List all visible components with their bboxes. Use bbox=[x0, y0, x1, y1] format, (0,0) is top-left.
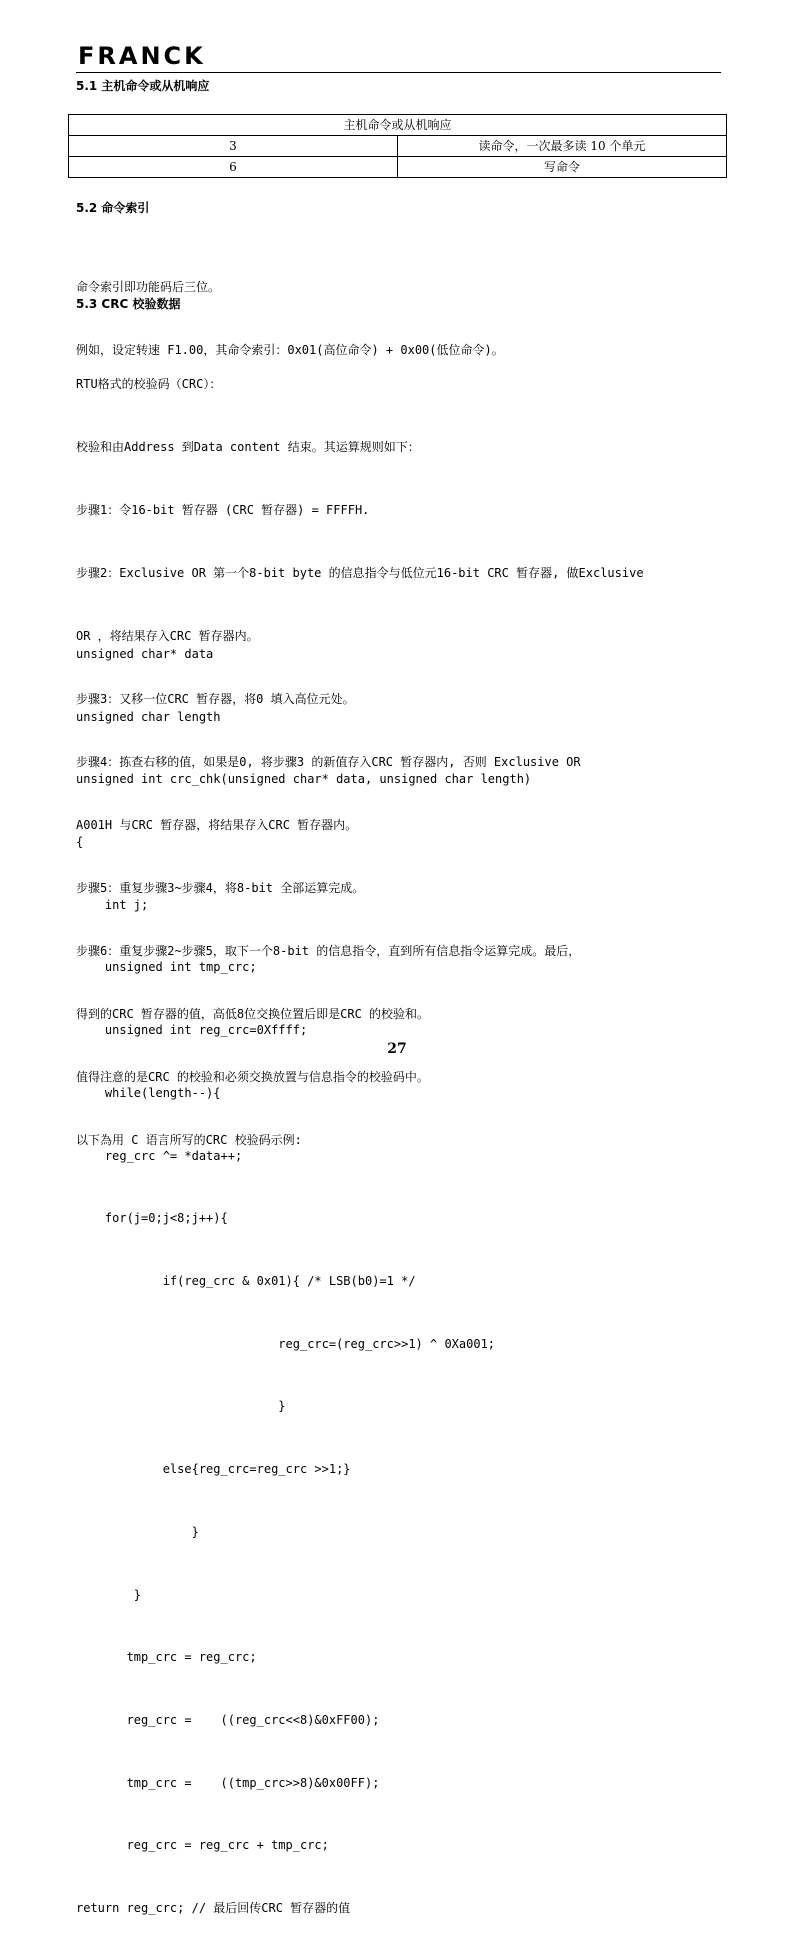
paragraph-line: 步骤6：重复步骤2~步骤5，取下一个8-bit 的信息指令，直到所有信息指令运算完成。最后， bbox=[76, 944, 581, 958]
code-line: unsigned int crc_chk(unsigned char* data, unsigned char length) bbox=[76, 772, 532, 787]
header-rule bbox=[76, 72, 721, 73]
code-line: } bbox=[76, 1524, 199, 1539]
code-line: unsigned char* data bbox=[76, 646, 214, 661]
code-line: if(reg_crc & 0x01){ /* LSB(b0)=1 */ bbox=[76, 1274, 416, 1288]
table-header-row bbox=[69, 115, 727, 136]
code-line: reg_crc = reg_crc + tmp_crc; bbox=[76, 1838, 329, 1853]
paragraph-line: RTU格式的校验码（CRC）： bbox=[76, 377, 222, 391]
crc-code-block bbox=[76, 602, 531, 1940]
code-line: int j; bbox=[76, 897, 149, 912]
code-line: } bbox=[76, 1587, 142, 1602]
code-line: tmp_crc = ((tmp_crc>>8)&0x00FF); bbox=[76, 1775, 380, 1790]
paragraph-line: 步骤5：重复步骤3~步骤4，将8-bit 全部运算完成。 bbox=[76, 881, 365, 895]
paragraph-line: 值得注意的是CRC 的校验和必须交换放置与信息指令的校验码中。 bbox=[76, 1070, 429, 1084]
code-line: reg_crc ^= *data++; bbox=[76, 1148, 243, 1163]
paragraph-line: OR ，将结果存入CRC 暂存器内。 bbox=[76, 629, 259, 643]
paragraph-line: 步骤4：拣查右移的值，如果是0, 将步骤3 的新值存入CRC 暂存器内, 否则 Exclusive OR bbox=[76, 755, 581, 769]
table-cell: 3 bbox=[69, 136, 398, 157]
code-line: reg_crc = ((reg_crc<<8)&0xFF00); bbox=[76, 1713, 380, 1728]
section-5-1-heading: 5.1 主机命令或从机响应 bbox=[76, 79, 210, 93]
page-number: 27 bbox=[387, 1041, 407, 1057]
paragraph-line: 步骤1：令16-bit 暂存器 (CRC 暂存器) = FFFFH. bbox=[76, 503, 370, 517]
table-cell: 读命令，一次最多读 10 个单元 bbox=[398, 136, 727, 157]
code-line: tmp_crc = reg_crc; bbox=[76, 1650, 257, 1665]
paragraph-line: 命令索引即功能码后三位。 bbox=[76, 280, 221, 294]
section-5-2-heading: 5.2 命令索引 bbox=[76, 201, 150, 215]
code-line: else{reg_crc=reg_crc >>1;} bbox=[76, 1462, 351, 1477]
code-line: { bbox=[76, 834, 84, 849]
command-table bbox=[68, 114, 727, 178]
table-cell: 6 bbox=[69, 157, 398, 178]
code-line: unsigned int tmp_crc; bbox=[76, 960, 257, 975]
code-line: unsigned int reg_crc=0Xffff; bbox=[76, 1023, 308, 1038]
code-line: unsigned char length bbox=[76, 709, 221, 724]
paragraph-line: A001H 与CRC 暂存器，将结果存入CRC 暂存器内。 bbox=[76, 818, 358, 832]
code-line: } bbox=[76, 1399, 286, 1414]
paragraph-line: 步骤2：Exclusive OR 第一个8-bit byte 的信息指令与低位元16-bit CRC 暂存器, 做Exclusive bbox=[76, 566, 644, 580]
paragraph-line: 例如，设定转速 F1.00，其命令索引：0x01(高位命令) + 0x00(低位命令)。 bbox=[76, 343, 504, 357]
paragraph-line: 以下為用 C 语言所写的CRC 校验码示例: bbox=[76, 1133, 302, 1147]
table-row bbox=[69, 136, 727, 157]
table-header-cell: 主机命令或从机响应 bbox=[69, 115, 727, 136]
code-line: while(length--){ bbox=[76, 1085, 221, 1100]
code-line: return reg_crc; // 最后回传CRC 暂存器的值 bbox=[76, 1901, 351, 1916]
table-cell: 写命令 bbox=[398, 157, 727, 178]
paragraph-line: 步骤3：又移一位CRC 暂存器，将0 填入高位元处。 bbox=[76, 692, 355, 706]
code-line: reg_crc=(reg_crc>>1) ^ 0Xa001; bbox=[76, 1336, 496, 1351]
paragraph-line: 校验和由Address 到Data content 结束。其运算规则如下： bbox=[76, 440, 420, 454]
table-row bbox=[69, 157, 727, 178]
section-5-3-heading: 5.3 CRC 校验数据 bbox=[76, 297, 181, 311]
code-line: for(j=0;j<8;j++){ bbox=[76, 1211, 228, 1226]
paragraph-line: 得到的CRC 暂存器的值，高低8位交换位置后即是CRC 的校验和。 bbox=[76, 1007, 430, 1021]
franck-logo: FRANCK bbox=[78, 42, 206, 70]
